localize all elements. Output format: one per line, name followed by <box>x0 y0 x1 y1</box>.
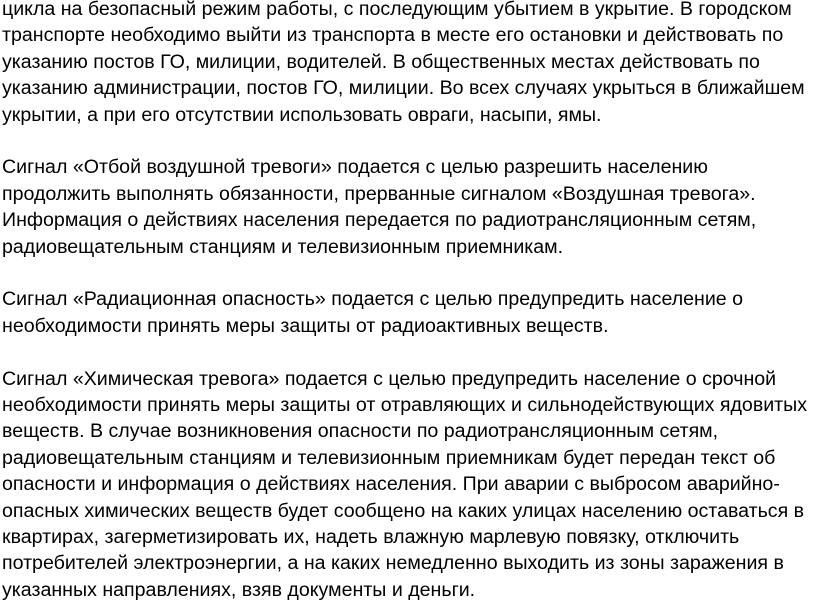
paragraph-shelter-continuation: цикла на безопасный режим работы, с последующим убытием в укрытие. В городском транспорте необходимо выйти из транспорта в месте его остановки и действовать по указанию постов ГО, милиции, водителей. В общественных местах действовать по указанию администрации, постов ГО, милиции. Во всех случаях укрыться в ближайшем укрытии, а при его отсутствии использовать овраги, насыпи, ямы. <box>2 0 805 126</box>
paragraph-air-raid-all-clear: Сигнал «Отбой воздушной тревоги» подается с целью разрешить населению продолжить выполнять обязанности, прерванные сигналом «Воздушная тревога». Информация о действиях населения передается по радиотрансляционным сетям, радиовещательным станциям и телевизионным приемникам. <box>2 156 757 258</box>
paragraph-chemical-alert: Сигнал «Химическая тревога» подается с целью предупредить население о срочной необходимости принять меры защиты от отравляющих и сильнодействующих ядовитых веществ. В случае возникновения опасности по радиотрансляционным сетям, радиовещательным станциям и телевизионным приемникам будет передан текст об опасности и информация о действиях населения. При аварии с выбросом аварийно-опасных химических веществ будет сообщено на каких улицах населению оставаться в квартирах, загерметизировать их, надеть влажную марлевую повязку, отключить потребителей электроэнергии, а на каких немедленно выходить из зоны заражения в указанных направлениях, взяв документы и деньги. <box>2 367 808 601</box>
paragraph-radiation-danger: Сигнал «Радиационная опасность» подается с целью предупредить население о необходимости принять меры защиты от радиоактивных веществ. <box>2 288 744 337</box>
